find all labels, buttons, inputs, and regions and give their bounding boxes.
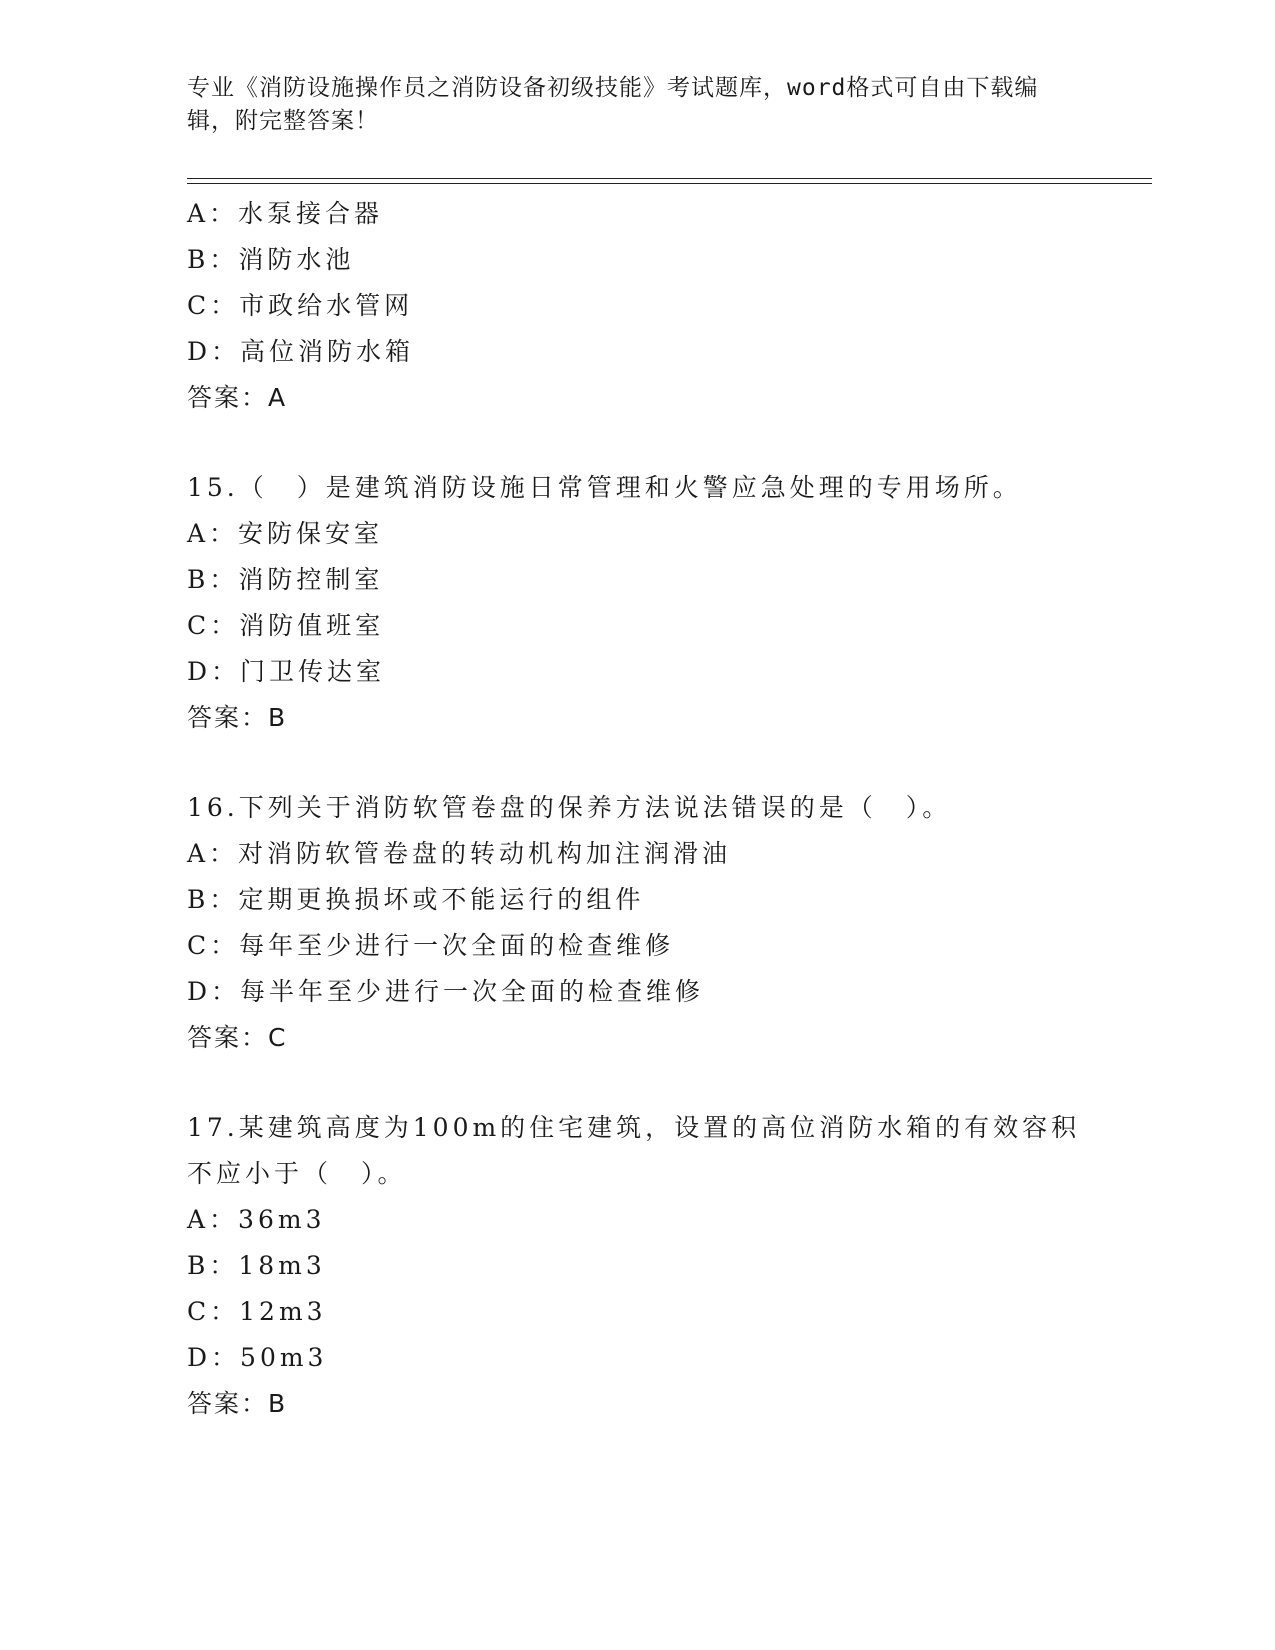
header-line-2: 辑，附完整答案！: [187, 108, 379, 134]
header-line-1: 专业《消防设施操作员之消防设备初级技能》考试题库，word格式可自由下载编: [187, 75, 1039, 101]
question-list: [187, 191, 1087, 1427]
question-stem: 16.下列关于消防软管卷盘的保养方法说法错误的是（ ）。: [187, 793, 952, 822]
option-a: A：安防保安室: [187, 519, 384, 548]
option-a: A：对消防软管卷盘的转动机构加注润滑油: [187, 839, 732, 868]
option-c: C：市政给水管网: [187, 291, 414, 320]
answer: 答案：C: [187, 1023, 288, 1052]
header-divider-bottom: [187, 183, 1152, 184]
option-b: B：18m3: [187, 1251, 326, 1280]
option-a: A：36m3: [187, 1205, 326, 1234]
option-c: C：每年至少进行一次全面的检查维修: [187, 931, 675, 960]
question-17: [187, 1105, 1087, 1427]
spacer: [187, 741, 1087, 785]
option-b: B：消防控制室: [187, 565, 384, 594]
option-d: D：高位消防水箱: [187, 337, 415, 366]
answer: 答案：A: [187, 383, 288, 412]
answer: 答案：B: [187, 1389, 288, 1418]
option-d: D：每半年至少进行一次全面的检查维修: [187, 977, 705, 1006]
spacer: [187, 421, 1087, 465]
option-b: B：消防水池: [187, 245, 355, 274]
answer: 答案：B: [187, 703, 288, 732]
option-a: A：水泵接合器: [187, 199, 384, 228]
question-15: [187, 465, 1087, 741]
option-c: C：消防值班室: [187, 611, 385, 640]
question-16: [187, 785, 1087, 1061]
question-stem-line-1: 17.某建筑高度为100m的住宅建筑，设置的高位消防水箱的有效容积: [187, 1113, 1081, 1142]
document-header: [187, 72, 1067, 138]
question-stem: 15.（ ）是建筑消防设施日常管理和火警应急处理的专用场所。: [187, 473, 1022, 502]
option-d: D：50m3: [187, 1343, 328, 1372]
option-b: B：定期更换损坏或不能运行的组件: [187, 885, 645, 914]
option-d: D：门卫传达室: [187, 657, 386, 686]
question-stem-line-2: 不应小于（ ）。: [187, 1159, 407, 1188]
header-divider-top: [187, 178, 1152, 179]
option-c: C：12m3: [187, 1297, 327, 1326]
question-14: [187, 191, 1087, 421]
spacer: [187, 1061, 1087, 1105]
